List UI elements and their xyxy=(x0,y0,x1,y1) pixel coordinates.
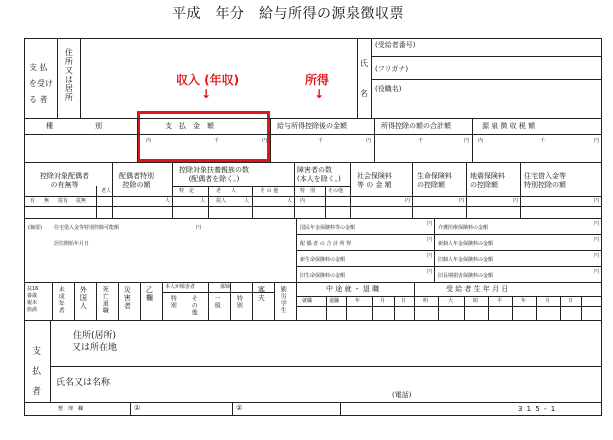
dependents-count-label: 控除対象扶養親族の数 (配偶者を除く。) xyxy=(179,166,249,183)
year-label: 年 xyxy=(355,298,361,304)
position-label: (役職名) xyxy=(375,85,402,93)
quake-en: 円 xyxy=(513,198,519,204)
showa-label: 昭 xyxy=(473,298,479,304)
spouse-total-income-label: 配 偶 者 の 合 計 所 得 xyxy=(300,241,352,247)
other2-label: その他 xyxy=(328,188,344,194)
tax-annotation-label: 所得 xyxy=(305,73,330,87)
old-pension-label: 旧個人年金保険料の金額 xyxy=(438,257,494,263)
payer-name-label: 氏名又は名称 xyxy=(56,378,111,388)
furigana-label: (フリガナ) xyxy=(375,65,409,73)
form-title: 平成 年分 給与所得の源泉徴収票 xyxy=(172,6,404,22)
payer-address-label: 住所(居所) 又は所在地 xyxy=(72,331,118,353)
widower-label: 寡夫 xyxy=(257,286,266,302)
housing-loan-label: 住宅借入金等 特別控除の額 xyxy=(524,172,566,189)
taisho-label: 大 xyxy=(448,298,454,304)
long-term-label: 旧長期損害保険料の金額 xyxy=(438,273,494,279)
after-en: 円 xyxy=(366,138,372,144)
old-pension-yen: 円 xyxy=(594,253,600,259)
deduction-total-label: 所得控除の額の合計額 xyxy=(381,122,451,130)
new-life-ins-label: 新生命保険料の金額 xyxy=(300,257,346,263)
payment-uchi: 内 xyxy=(146,138,152,144)
spouse-total-yen: 円 xyxy=(427,237,433,243)
meiji-label: 明 xyxy=(423,298,429,304)
name-label-bottom: 名 xyxy=(360,89,368,98)
dep-person-1: 人 xyxy=(165,198,171,204)
new-pension-label: 新個人年金保険料の金額 xyxy=(438,241,494,247)
spouse-special-label: 配偶者特別 控除の額 xyxy=(119,172,154,189)
old-life-yen: 円 xyxy=(427,269,433,275)
income-annotation-arrow: ↓ xyxy=(201,87,212,101)
retired-label: 退職 xyxy=(329,298,340,304)
after-deduction-label: 給与所得控除後の金額 xyxy=(277,122,347,130)
day2-label: 日 xyxy=(568,298,574,304)
working-student-label: 勤労学生 xyxy=(279,286,287,314)
specific-label: 特 定 xyxy=(179,188,195,194)
heisei-label: 平 xyxy=(497,298,503,304)
disability-label: 本人が障害者 xyxy=(165,284,196,290)
widow-label: 寡婦 xyxy=(220,284,231,290)
disabled-label: 障害者の数 (本人を除く。) xyxy=(297,166,341,183)
life-ins-label: 生命保険料 の控除額 xyxy=(417,172,452,189)
long-term-yen: 円 xyxy=(594,269,600,275)
deceased-label: 死亡退職 xyxy=(101,286,109,314)
payee-number-label: (受給者番号) xyxy=(375,41,416,49)
spouse-label: 控除対象配偶者 の有無等 xyxy=(40,172,89,189)
foreigner-label: 外国人 xyxy=(79,286,88,310)
elderly-label: 老人 xyxy=(101,188,112,194)
withholding-label: 源 泉 徴 収 税 額 xyxy=(482,122,536,130)
dep-person-3: 人 xyxy=(244,198,250,204)
recipient-label: 支 払 を受け る 者 xyxy=(29,63,53,104)
type-label: 種 別 xyxy=(46,122,102,130)
payment-en: 円 xyxy=(262,138,268,144)
day-label: 日 xyxy=(401,298,407,304)
payment-sen: 千 xyxy=(214,138,220,144)
payment-amount-label: 支 払 金 額 xyxy=(165,122,214,130)
other3-label: その他 xyxy=(190,295,198,316)
income-annotation-label: 収入 (年収) xyxy=(176,73,240,87)
midyear-label: 中 途 就 ・ 退 職 xyxy=(326,285,380,293)
care-medical-label: 介護医療保険料の金額 xyxy=(438,225,489,231)
subordinate2-mark: 従無 xyxy=(76,198,87,204)
social-ins-label: 社会保険料 等 の 金 額 xyxy=(357,172,392,189)
payer-phone-label: (電話) xyxy=(392,391,412,399)
general-label: 一般 xyxy=(213,295,221,309)
dep-person-2: 人 xyxy=(200,198,206,204)
quake-ins-label: 地震保険料 の控除額 xyxy=(470,172,505,189)
birth-label: 受 給 者 生 年 月 日 xyxy=(446,285,509,293)
personal-pension-yen: 円 xyxy=(427,221,433,227)
dep-small: 従人 xyxy=(216,198,227,204)
employed-label: 就職 xyxy=(302,298,313,304)
old-label: 老 人 xyxy=(216,188,237,194)
minor-label: 未成年者 xyxy=(57,286,65,314)
soc-en: 円 xyxy=(405,198,411,204)
tax-annotation-arrow: ↓ xyxy=(314,87,325,101)
payer-vertical-label: 支 払 者 xyxy=(32,347,42,397)
yes-mark: 有 xyxy=(30,198,36,204)
after-sen: 千 xyxy=(318,138,324,144)
name-label-top: 氏 xyxy=(360,59,368,68)
circle2-label: ② xyxy=(236,404,243,412)
remarks-label: (摘要) xyxy=(28,225,42,231)
special2-label: 特別 xyxy=(169,295,177,309)
withholding-uchi: 内 xyxy=(478,138,484,144)
special-label: 特 別 xyxy=(300,188,316,194)
address-label: 住所又は居所 xyxy=(64,48,74,102)
housing-en: 円 xyxy=(594,198,600,204)
new-pension-yen: 円 xyxy=(594,237,600,243)
housing-possible-label: 住宅借入金等特別控除可能額 xyxy=(54,225,120,231)
disaster-label: 災害者 xyxy=(123,286,132,310)
residence-start-label: 居住開始年月日 xyxy=(54,241,90,247)
care-medical-yen: 円 xyxy=(594,221,600,227)
life-en: 円 xyxy=(459,198,465,204)
arrangement-label: 整 理 欄 xyxy=(58,406,84,412)
otsu-label: 乙欄 xyxy=(145,286,154,302)
new-life-yen: 円 xyxy=(427,253,433,259)
personal-pension-label: 国民年金保険料等の金額 xyxy=(300,225,356,231)
dep-person-4: 人 xyxy=(287,198,293,204)
special-widow-label: 特別 xyxy=(235,295,243,309)
old-life-ins-label: 旧生命保険料の金額 xyxy=(300,273,346,279)
housing-possible-yen: 円 xyxy=(196,225,202,231)
month-label: 月 xyxy=(380,298,386,304)
no-mark: 無 xyxy=(44,198,50,204)
withholding-en: 円 xyxy=(594,138,600,144)
month2-label: 月 xyxy=(545,298,551,304)
form-code: 3 1 5 - 1 xyxy=(518,405,557,413)
dep-inner: 内 xyxy=(300,198,306,204)
total-en: 円 xyxy=(464,138,470,144)
total-sen: 千 xyxy=(418,138,424,144)
subordinate-mark: 従有 xyxy=(58,198,69,204)
circle1-label: ① xyxy=(134,404,141,412)
year2-label: 年 xyxy=(521,298,527,304)
withholding-sen: 千 xyxy=(540,138,546,144)
other-label: そ の 他 xyxy=(260,188,279,194)
dependents-under16-label: 扶16 養歳 親未 族満 xyxy=(27,286,39,313)
